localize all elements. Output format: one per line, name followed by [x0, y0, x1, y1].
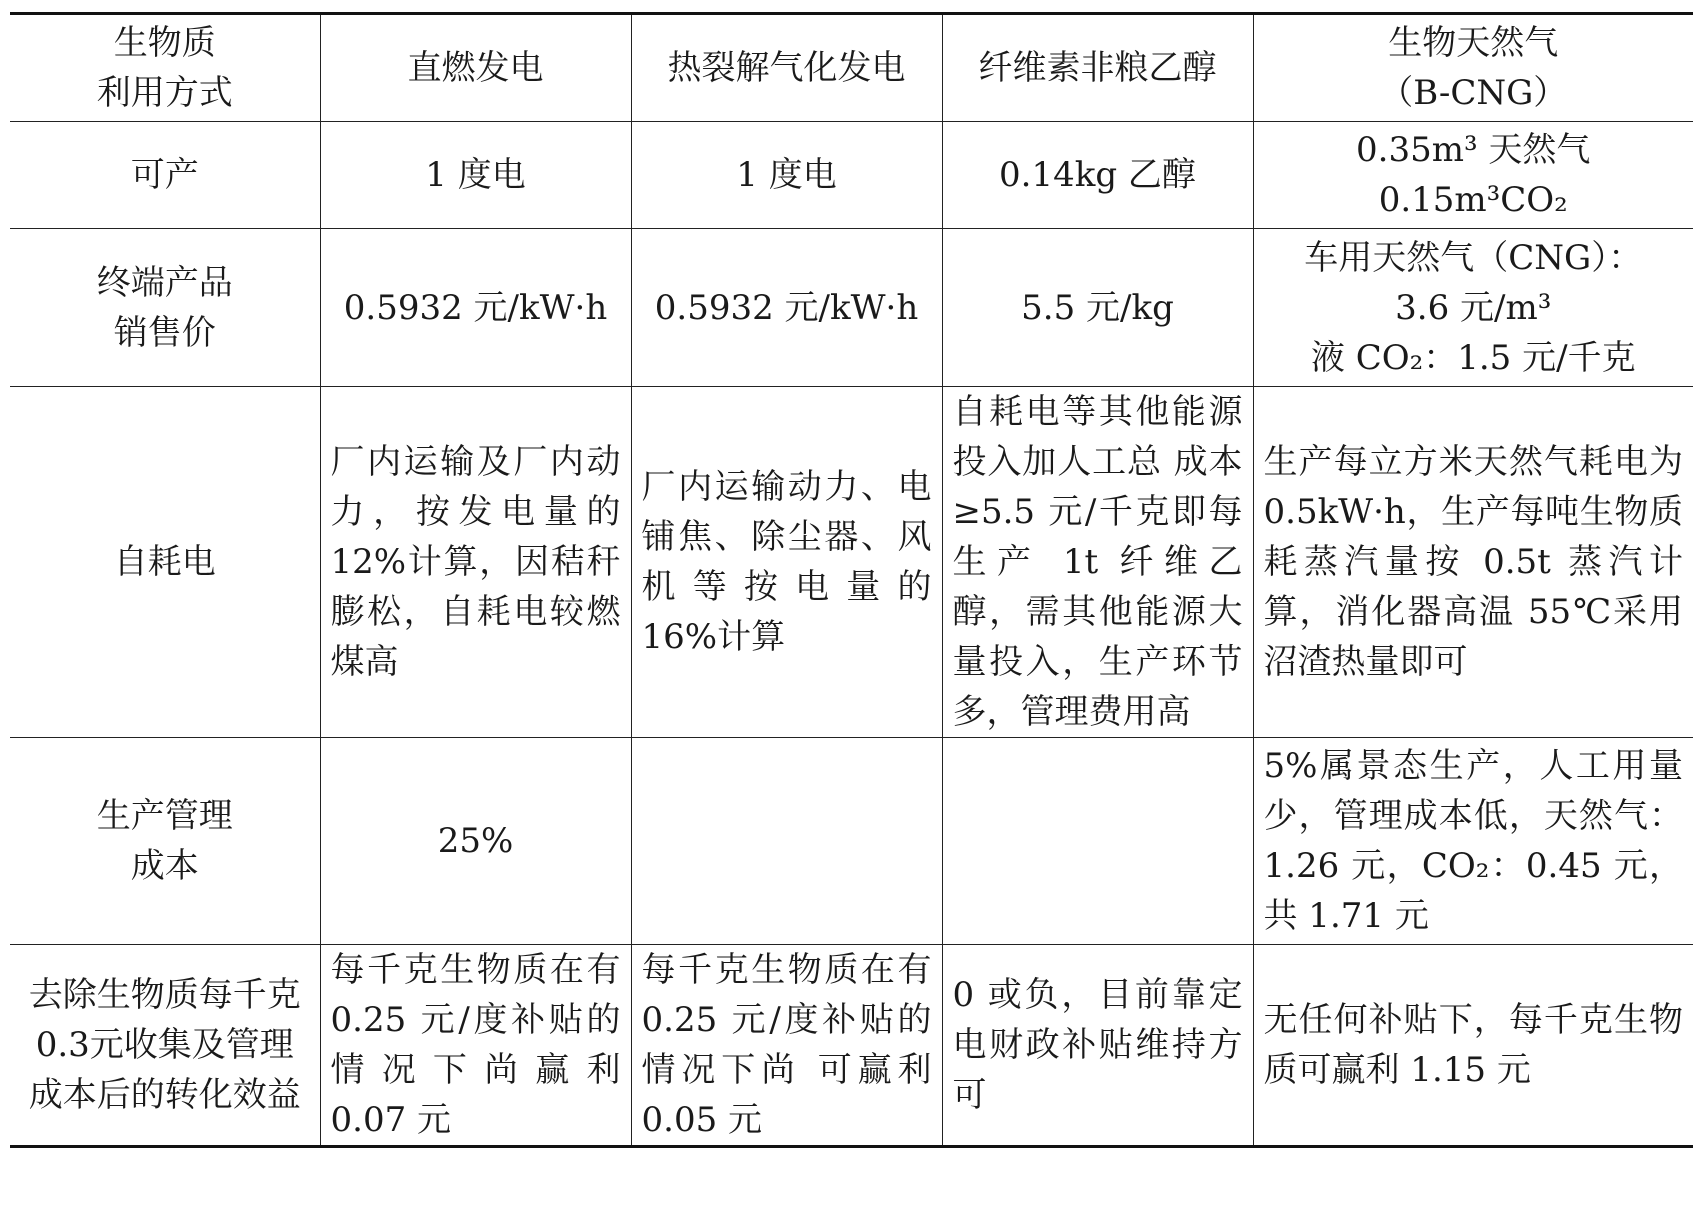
table-row	[10, 229, 1693, 387]
table-cell	[942, 738, 1253, 945]
row-label: 生产管理 成本	[10, 738, 320, 945]
table-cell: 0.35m³ 天然气 0.15m³CO₂	[1253, 122, 1693, 229]
header-direct-combustion: 直燃发电	[320, 14, 631, 122]
table-cell: 5.5 元/kg	[942, 229, 1253, 387]
header-row	[10, 14, 1693, 122]
row-label: 终端产品 销售价	[10, 229, 320, 387]
table-cell: 5%属景态生产，人工用量少，管理成本低，天然气：1.26 元，CO₂：0.45 元，共 1.71 元	[1253, 738, 1693, 945]
table-cell: 0 或负，目前靠定电财政补贴维持方可	[942, 945, 1253, 1147]
row-label: 去除生物质每千克0.3元收集及管理成本后的转化效益	[10, 945, 320, 1147]
table-cell: 厂内运输动力、电铺焦、除尘器、风机等按电量的 16%计算	[631, 387, 942, 738]
table-cell: 每千克生物质在有 0.25 元/度补贴的情况下尚赢利 0.07 元	[320, 945, 631, 1147]
row-label: 自耗电	[10, 387, 320, 738]
header-cellulosic-ethanol: 纤维素非粮乙醇	[942, 14, 1253, 122]
table-row	[10, 945, 1693, 1147]
biomass-comparison-table	[10, 12, 1693, 1148]
header-label-cell: 生物质 利用方式	[10, 14, 320, 122]
table-cell: 0.5932 元/kW·h	[631, 229, 942, 387]
table-cell: 1 度电	[631, 122, 942, 229]
table-row	[10, 387, 1693, 738]
table-cell	[631, 738, 942, 945]
table-cell: 每千克生物质在有 0.25 元/度补贴的情况下尚 可赢利 0.05 元	[631, 945, 942, 1147]
table-cell: 自耗电等其他能源投入加人工总 成本≥5.5 元/千克即每生产 1t 纤维乙醇，需其他能源大量投入，生产环节多，管理费用高	[942, 387, 1253, 738]
header-bio-natural-gas: 生物天然气 （B-CNG）	[1253, 14, 1693, 122]
table-row	[10, 738, 1693, 945]
table-row	[10, 122, 1693, 229]
row-label: 可产	[10, 122, 320, 229]
header-pyrolysis-gasification: 热裂解气化发电	[631, 14, 942, 122]
table-cell: 25%	[320, 738, 631, 945]
table-cell: 1 度电	[320, 122, 631, 229]
table-container	[10, 12, 1693, 1148]
table-cell: 厂内运输及厂内动力，按发电量的12%计算，因秸秆膨松，自耗电较燃煤高	[320, 387, 631, 738]
table-cell: 生产每立方米天然气耗电为 0.5kW·h，生产每吨生物质耗蒸汽量按 0.5t 蒸汽计算，消化器高温 55℃采用沼渣热量即可	[1253, 387, 1693, 738]
table-cell: 无任何补贴下，每千克生物质可赢利 1.15 元	[1253, 945, 1693, 1147]
table-cell: 0.14kg 乙醇	[942, 122, 1253, 229]
table-cell: 0.5932 元/kW·h	[320, 229, 631, 387]
table-cell: 车用天然气（CNG）： 3.6 元/m³ 液 CO₂：1.5 元/千克	[1253, 229, 1693, 387]
